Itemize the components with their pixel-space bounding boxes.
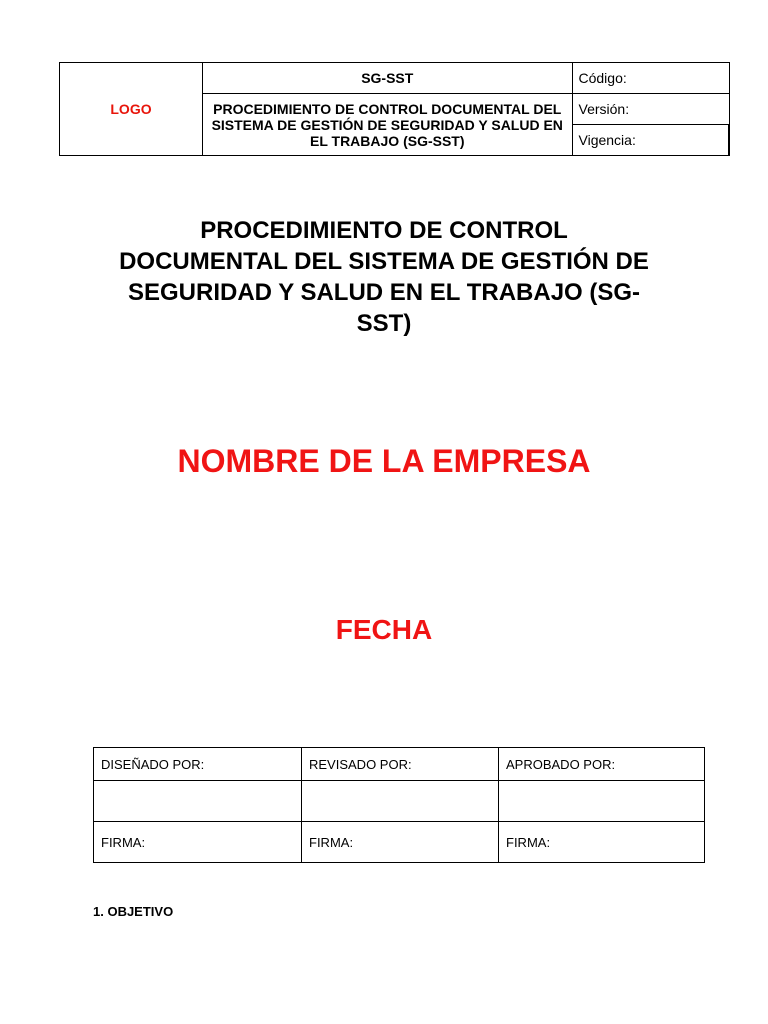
title-line-1: PROCEDIMIENTO DE CONTROL [200,217,568,244]
designed-by-field [94,781,302,822]
title-line-4: SST) [356,310,412,337]
title-line-3: SEGURIDAD Y SALUD EN EL TRABAJO (SG- [127,279,641,306]
company-name: NOMBRE DE LA EMPRESA [177,443,591,479]
approved-by-label: APROBADO POR: [499,748,705,781]
reviewed-by-label: REVISADO POR: [302,748,499,781]
procedure-name: PROCEDIMIENTO DE CONTROL DOCUMENTAL DEL SISTEMA DE GESTIÓN DE SEGURIDAD Y SALUD EN EL TRABAJO (SG-SST) [203,94,573,156]
system-code: SG-SST [203,63,573,94]
designed-signature-label: FIRMA: [94,822,302,863]
version-label: Versión: [572,94,729,125]
approved-signature-label: FIRMA: [499,822,705,863]
signature-table [93,747,705,863]
section-heading-objetivo: 1. OBJETIVO [93,904,174,919]
designed-by-label: DISEÑADO POR: [94,748,302,781]
vigencia-label: Vigencia: [572,125,729,156]
approved-by-field [499,781,705,822]
codigo-label: Código: [572,63,729,94]
reviewed-signature-label: FIRMA: [302,822,499,863]
date-placeholder: FECHA [335,614,433,645]
logo-placeholder: LOGO [60,63,203,156]
header-table [59,62,730,156]
title-line-2: DOCUMENTAL DEL SISTEMA DE GESTIÓN DE [119,248,649,275]
document-title [80,215,688,339]
reviewed-by-field [302,781,499,822]
